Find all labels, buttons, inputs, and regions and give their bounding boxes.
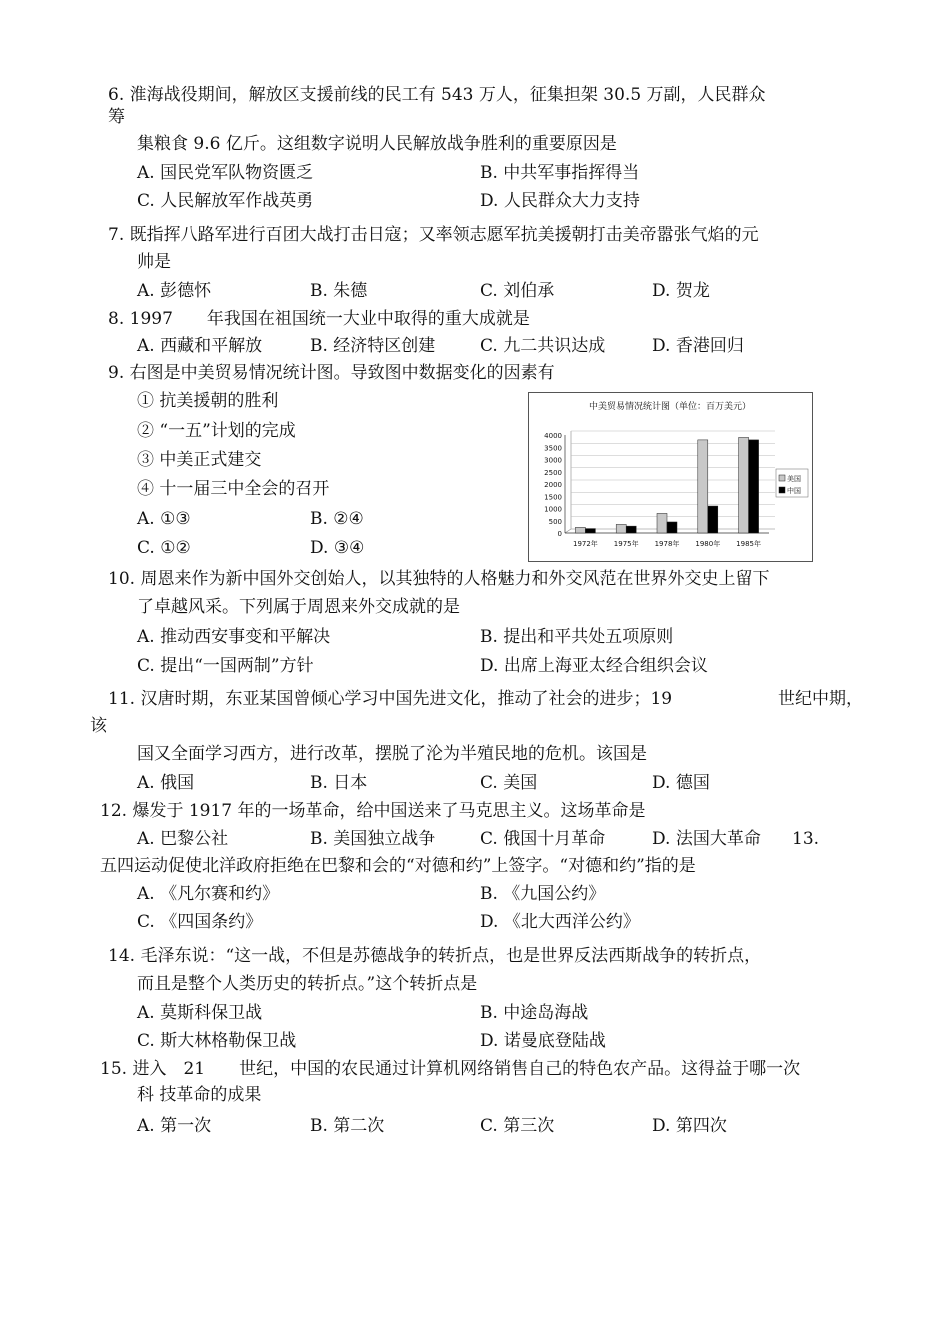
chart-y-tick-label: 0 — [557, 530, 562, 538]
q7-option-a: A. 彭德怀 — [137, 281, 212, 301]
q15-stem-line2: 科 技革命的成果 — [137, 1085, 262, 1105]
q11-stem-line1-end: 世纪中期， — [778, 689, 863, 709]
trade-chart — [528, 392, 813, 562]
q6-stem-line1: 6. 淮海战役期间，解放区支援前线的民工有 543 万人，征集担架 30.5 万副，人民群众 — [108, 85, 766, 105]
q11-option-b: B. 日本 — [310, 773, 368, 793]
q14-stem-line2: 而且是整个人类历史的转折点。”这个转折点是 — [137, 974, 478, 994]
q10-option-a: A. 推动西安事变和平解决 — [137, 627, 331, 647]
q6-option-c: C. 人民解放军作战英勇 — [137, 191, 314, 211]
q6-stem-wrap: 筹 — [108, 107, 125, 127]
q9-item-4: ④ 十一届三中全会的召开 — [137, 479, 330, 499]
q8-option-b: B. 经济特区创建 — [310, 336, 436, 356]
q7-option-b: B. 朱德 — [310, 281, 368, 301]
chart-x-ticks — [573, 539, 761, 548]
q8-stem: 8. 1997 年我国在祖国统一大业中取得的重大成就是 — [108, 309, 530, 329]
q9-item-2: ② “一五”计划的完成 — [137, 421, 296, 441]
q13-number: 13. — [792, 829, 820, 849]
q12-option-b: B. 美国独立战争 — [310, 829, 436, 849]
chart-bar-china — [626, 526, 636, 533]
chart-bar-china — [585, 529, 595, 533]
q9-item-3: ③ 中美正式建交 — [137, 450, 262, 470]
q15-option-c: C. 第三次 — [480, 1116, 555, 1136]
chart-bar-usa — [575, 527, 585, 533]
chart-back-wall — [565, 431, 571, 533]
q15-option-d: D. 第四次 — [652, 1116, 727, 1136]
chart-legend-swatch — [779, 475, 785, 481]
q11-stem-line1: 11. 汉唐时期，东亚某国曾倾心学习中国先进文化，推动了社会的进步；19 — [108, 689, 673, 709]
q14-option-c: C. 斯大林格勒保卫战 — [137, 1031, 297, 1051]
chart-bar-china — [708, 506, 718, 533]
q6-option-d: D. 人民群众大力支持 — [480, 191, 640, 211]
chart-y-ticks — [544, 432, 562, 538]
chart-x-tick-label: 1975年 — [613, 540, 639, 548]
q9-item-1: ① 抗美援朝的胜利 — [137, 391, 279, 411]
q11-option-a: A. 俄国 — [137, 773, 195, 793]
q7-option-d: D. 贺龙 — [652, 281, 710, 301]
q14-option-d: D. 诺曼底登陆战 — [480, 1031, 606, 1051]
q12-option-a: A. 巴黎公社 — [137, 829, 229, 849]
q9-option-c: C. ①② — [137, 538, 191, 558]
q10-stem-line1: 10. 周恩来作为新中国外交创始人，以其独特的人格魅力和外交风范在世界外交史上留下 — [108, 569, 770, 589]
chart-legend-label: 美国 — [787, 475, 801, 483]
q11-option-c: C. 美国 — [480, 773, 538, 793]
q10-option-c: C. 提出“一国两制”方针 — [137, 656, 314, 676]
chart-bar-china — [667, 522, 677, 533]
q15-option-a: A. 第一次 — [137, 1116, 212, 1136]
chart-y-tick-label: 2000 — [544, 481, 562, 489]
chart-y-tick-label: 1500 — [544, 493, 562, 502]
chart-y-tick-label: 1000 — [544, 505, 562, 514]
chart-x-tick-label: 1980年 — [695, 540, 721, 548]
q13-option-c: C. 《四国条约》 — [137, 912, 263, 932]
q11-stem-wrap: 该 — [90, 716, 107, 736]
chart-y-tick-label: 3500 — [544, 444, 562, 453]
q13-stem: 五四运动促使北洋政府拒绝在巴黎和会的“对德和约”上签字。“对德和约”指的是 — [100, 856, 696, 876]
chart-legend-swatch — [779, 487, 785, 493]
chart-legend — [776, 469, 808, 497]
chart-y-tick-label: 3000 — [544, 456, 562, 465]
q13-option-b: B. 《九国公约》 — [480, 884, 606, 904]
q11-stem-line2: 国又全面学习西方，进行改革，摆脱了沦为半殖民地的危机。该国是 — [137, 744, 647, 764]
q9-stem: 9. 右图是中美贸易情况统计图。导致图中数据变化的因素有 — [108, 363, 555, 383]
q7-stem-line2: 帅是 — [137, 252, 171, 272]
chart-y-tick-label: 2500 — [544, 468, 562, 477]
q12-option-c: C. 俄国十月革命 — [480, 829, 606, 849]
q10-option-b: B. 提出和平共处五项原则 — [480, 627, 674, 647]
q9-option-a: A. ①③ — [137, 509, 191, 529]
q7-stem-line1: 7. 既指挥八路军进行百团大战打击日寇；又率领志愿军抗美援朝打击美帝嚣张气焰的元 — [108, 225, 759, 245]
q6-option-b: B. 中共军事指挥得当 — [480, 163, 640, 183]
chart-y-tick-label: 500 — [548, 517, 562, 526]
q14-stem-line1: 14. 毛泽东说：“这一战，不但是苏德战争的转折点，也是世界反法西斯战争的转折点， — [108, 946, 762, 966]
q6-stem-line2: 集粮食 9.6 亿斤。这组数字说明人民解放战争胜利的重要原因是 — [137, 134, 617, 154]
q15-stem-line1: 15. 进入 21 世纪，中国的农民通过计算机网络销售自己的特色农产品。这得益于哪一次 — [100, 1059, 801, 1079]
q13-option-a: A. 《凡尔赛和约》 — [137, 884, 280, 904]
q9-option-d: D. ③④ — [310, 538, 365, 558]
chart-title: 中美贸易情况统计图（单位：百万美元） — [588, 402, 752, 412]
chart-x-tick-label: 1985年 — [736, 540, 762, 548]
q12-option-d: D. 法国大革命 — [652, 829, 761, 849]
chart-legend-label: 中国 — [787, 487, 801, 495]
q7-option-c: C. 刘伯承 — [480, 281, 555, 301]
q13-option-d: D. 《北大西洋公约》 — [480, 912, 640, 932]
q9-option-b: B. ②④ — [310, 509, 364, 529]
q15-option-b: B. 第二次 — [310, 1116, 385, 1136]
q8-option-c: C. 九二共识达成 — [480, 336, 606, 356]
q12-stem: 12. 爆发于 1917 年的一场革命，给中国送来了马克思主义。这场革命是 — [100, 801, 646, 821]
q6-option-a: A. 国民党军队物资匮乏 — [137, 163, 314, 183]
chart-x-tick-label: 1972年 — [572, 540, 598, 548]
chart-bars — [575, 437, 758, 533]
chart-bar-usa — [739, 437, 749, 533]
q11-option-d: D. 德国 — [652, 773, 710, 793]
q8-option-d: D. 香港回归 — [652, 336, 744, 356]
chart-bar-usa — [616, 524, 626, 533]
chart-bar-usa — [657, 513, 667, 533]
chart-bar-usa — [698, 440, 708, 533]
chart-x-tick-label: 1978年 — [654, 540, 680, 548]
q10-stem-line2: 了卓越风采。下列属于周恩来外交成就的是 — [137, 597, 460, 617]
q8-option-a: A. 西藏和平解放 — [137, 336, 263, 356]
chart-bar-china — [749, 440, 759, 533]
trade-chart-svg — [529, 393, 812, 561]
q14-option-b: B. 中途岛海战 — [480, 1003, 589, 1023]
q14-option-a: A. 莫斯科保卫战 — [137, 1003, 263, 1023]
q10-option-d: D. 出席上海亚太经合组织会议 — [480, 656, 708, 676]
chart-y-tick-label: 4000 — [544, 432, 562, 440]
